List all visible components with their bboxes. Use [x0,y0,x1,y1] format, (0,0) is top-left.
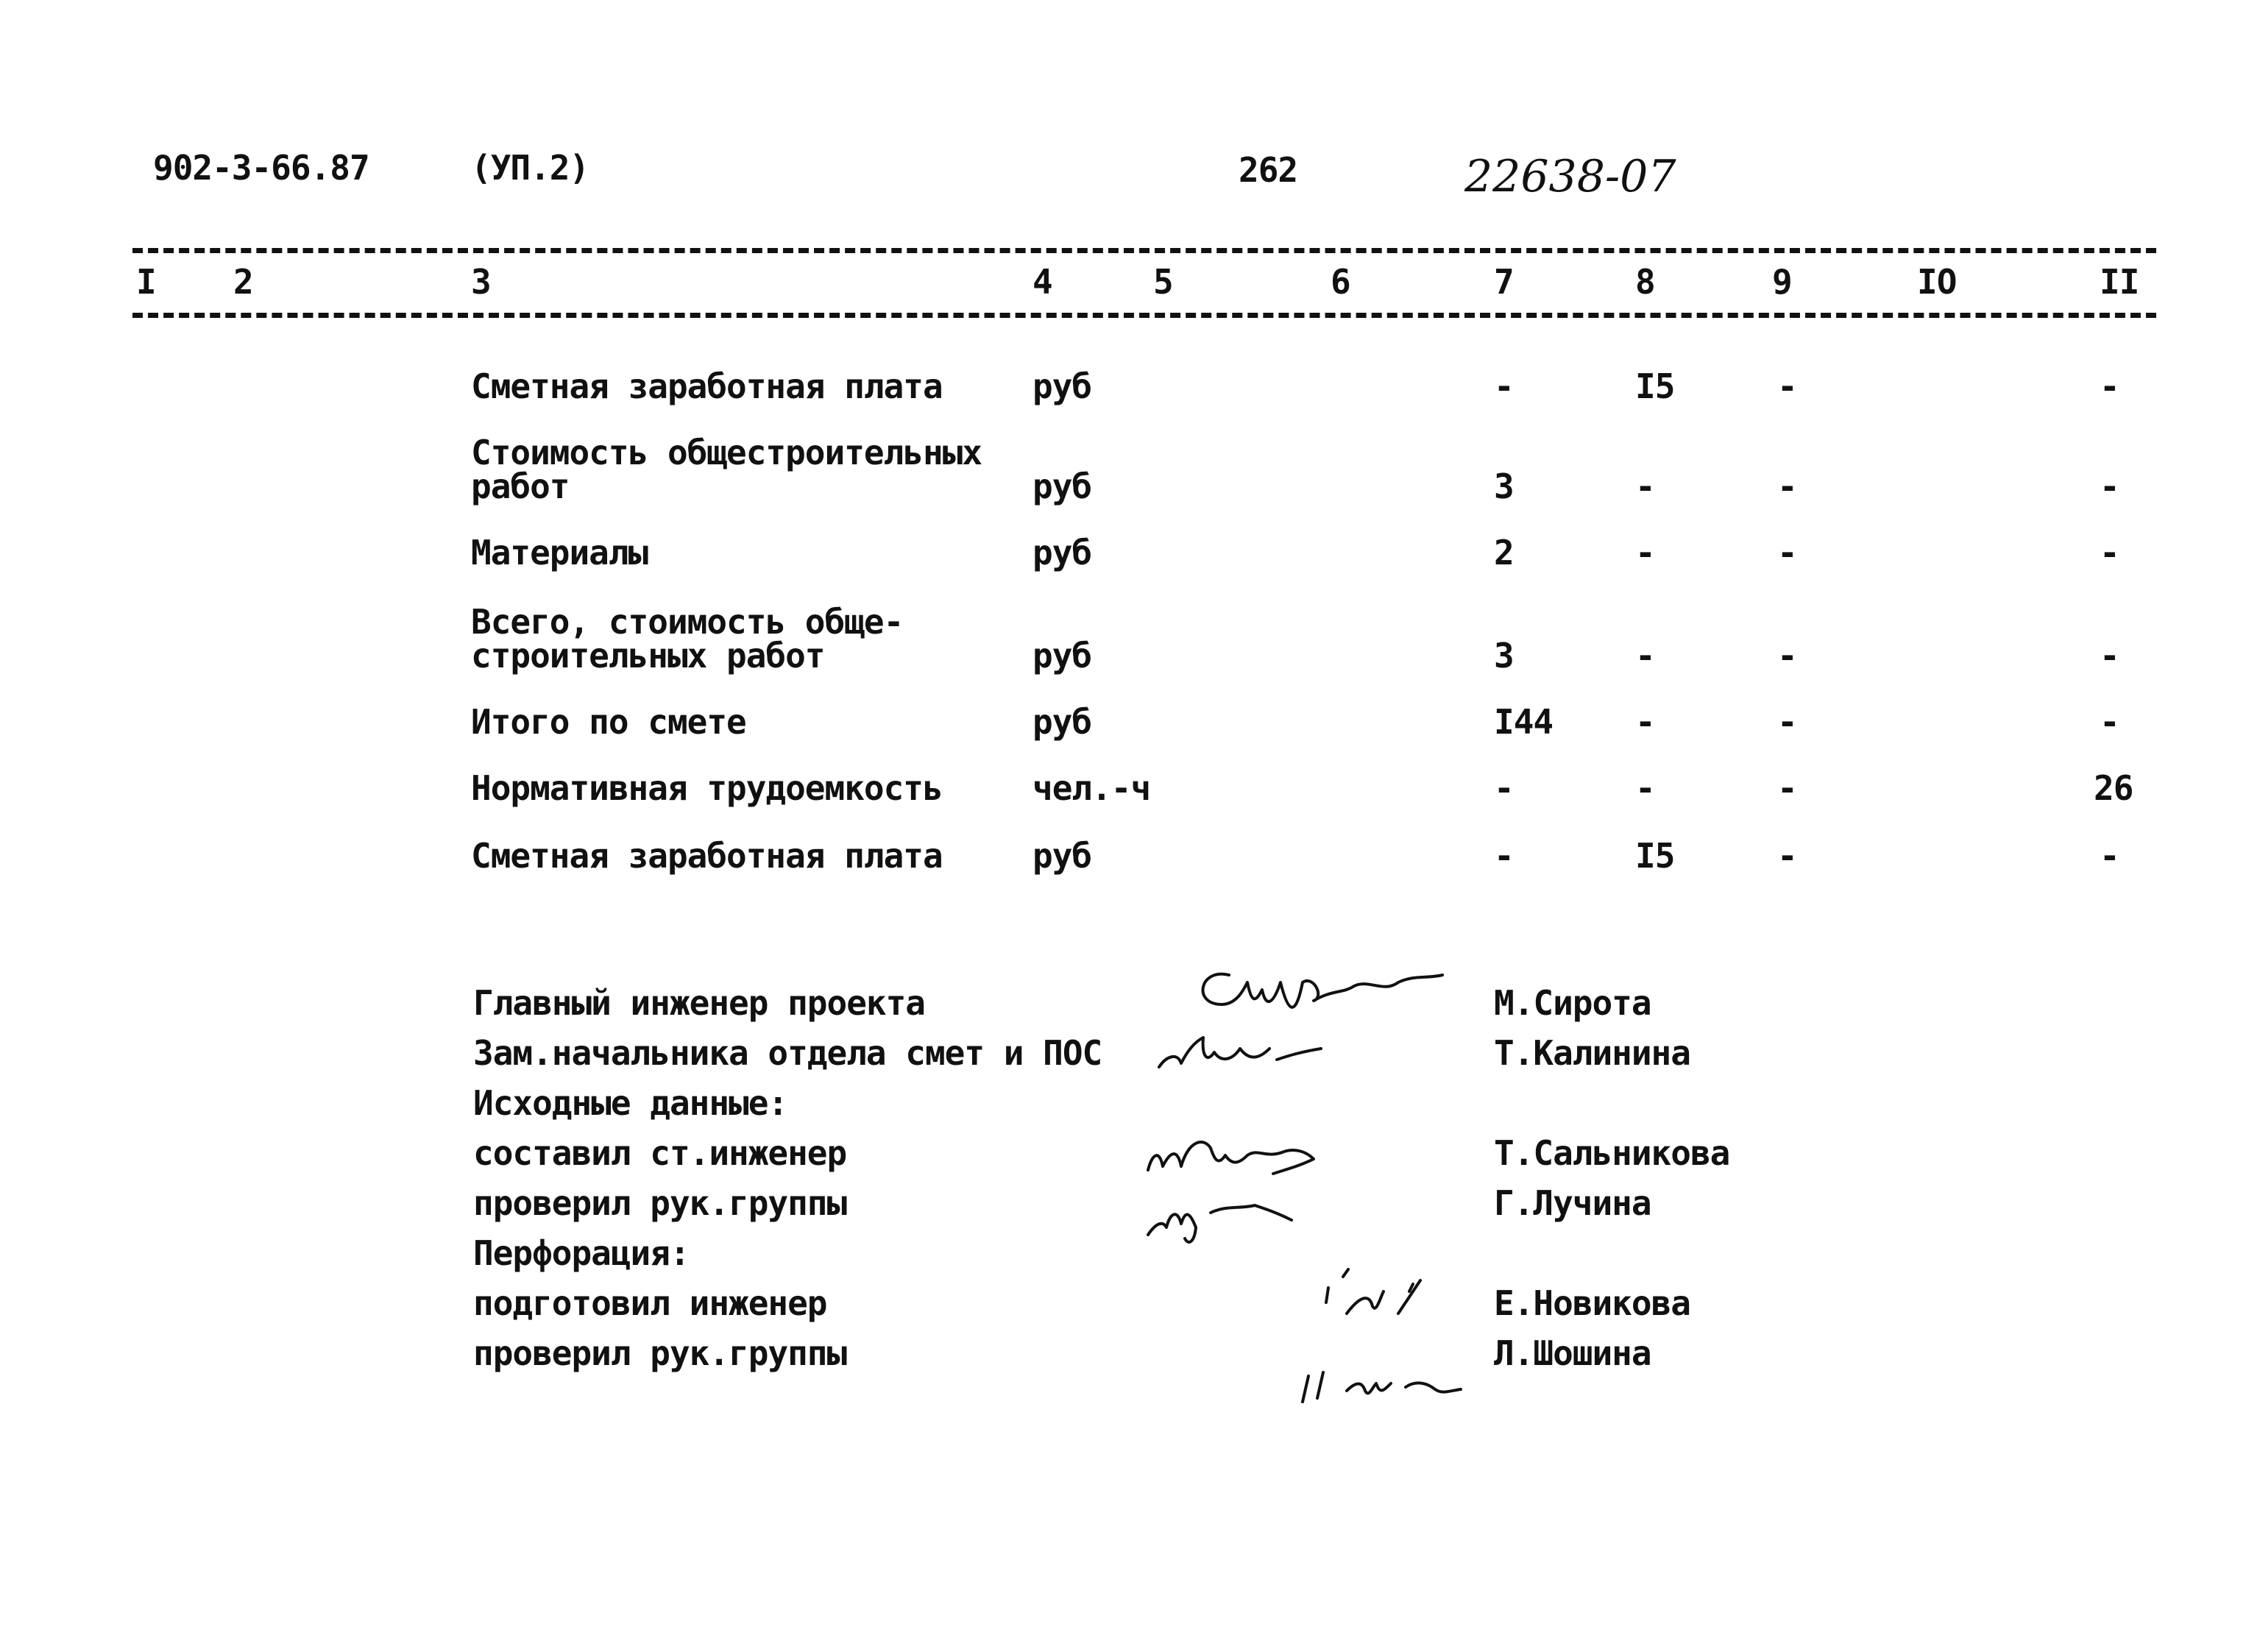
row-col11: - [2100,366,2119,406]
signature-section-heading: Перфорация: [473,1233,690,1273]
row-unit: руб [1032,702,1092,742]
row-unit: руб [1032,636,1092,676]
column-header-4: 4 [1032,262,1052,302]
signature-name: Г.Лучина [1494,1183,1651,1223]
signature-section-heading: Исходные данные: [473,1083,788,1123]
row-col7: - [1494,768,1514,808]
row-col7: 2 [1494,533,1514,572]
handwritten-signature [1137,1126,1321,1185]
row-name: Всего, стоимость обще- [471,602,904,642]
row-col11: - [2100,836,2119,876]
row-name: Сметная заработная плата [471,366,943,406]
signature-role: проверил рук.группы [473,1333,847,1373]
row-col7: 3 [1494,636,1514,676]
row-name: Сметная заработная плата [471,836,943,876]
column-header-7: 7 [1494,262,1514,302]
row-unit: руб [1032,366,1092,406]
row-col7: - [1494,836,1514,876]
row-col8: I5 [1635,836,1675,876]
column-header-11: II [2100,262,2139,302]
header-top-rule [132,248,2156,253]
row-col9: - [1777,366,1797,406]
column-header-5: 5 [1153,262,1173,302]
row-col7: 3 [1494,467,1514,506]
handwritten-signature [1310,1262,1442,1343]
row-unit: руб [1032,533,1092,572]
signature-name: Т.Калинина [1494,1033,1690,1073]
row-col9: - [1777,836,1797,876]
signature-role: подготовил инженер [473,1283,827,1323]
header-bottom-rule [132,313,2156,318]
row-col7: - [1494,366,1514,406]
signature-name: Л.Шошина [1494,1333,1651,1373]
row-col11: - [2100,467,2119,506]
row-unit: чел.-ч [1032,768,1151,808]
row-col8: - [1635,702,1655,742]
document-code: 902-3-66.87 [153,148,369,188]
row-name: Материалы [471,533,648,572]
row-col8: - [1635,467,1655,506]
row-name-continued: работ [471,467,570,506]
row-col9: - [1777,533,1797,572]
column-header-3: 3 [471,262,491,302]
row-unit: руб [1032,836,1092,876]
handwritten-signature [1288,1347,1472,1428]
page-number: 262 [1239,150,1298,190]
handwritten-signature [1152,1027,1328,1078]
column-header-2: 2 [233,262,253,302]
row-col8: I5 [1635,366,1675,406]
row-col11: - [2100,533,2119,572]
signature-name: Е.Новикова [1494,1283,1690,1323]
column-header-6: 6 [1331,262,1350,302]
signature-role: составил ст.инженер [473,1133,847,1173]
row-name: Нормативная трудоемкость [471,768,943,808]
column-header-1: I [136,262,156,302]
signature-name: Т.Сальникова [1494,1133,1730,1173]
row-col8: - [1635,636,1655,676]
row-col7: I44 [1494,702,1554,742]
handwritten-signature [1137,1183,1306,1249]
column-header-9: 9 [1772,262,1792,302]
signature-role: проверил рук.группы [473,1183,847,1223]
row-name-continued: строительных работ [471,636,825,676]
signature-role: Зам.начальника отдела смет и ПОС [473,1033,1102,1073]
row-col11: - [2100,702,2119,742]
row-col8: - [1635,768,1655,808]
signature-name: М.Сирота [1494,983,1651,1023]
signature-role: Главный инженер проекта [473,983,925,1023]
row-unit: руб [1032,467,1092,506]
row-col9: - [1777,636,1797,676]
stamp-number: 22638-07 [1464,151,1676,202]
handwritten-signature [1185,960,1450,1027]
album-label: (УП.2) [471,148,589,188]
row-col11: 26 [2094,768,2133,808]
row-col11: - [2100,636,2119,676]
row-name: Итого по смете [471,702,746,742]
row-col9: - [1777,702,1797,742]
row-name: Стоимость общестроительных [471,433,982,472]
column-header-8: 8 [1635,262,1655,302]
row-col8: - [1635,533,1655,572]
column-header-10: IO [1917,262,1957,302]
row-col9: - [1777,768,1797,808]
row-col9: - [1777,467,1797,506]
